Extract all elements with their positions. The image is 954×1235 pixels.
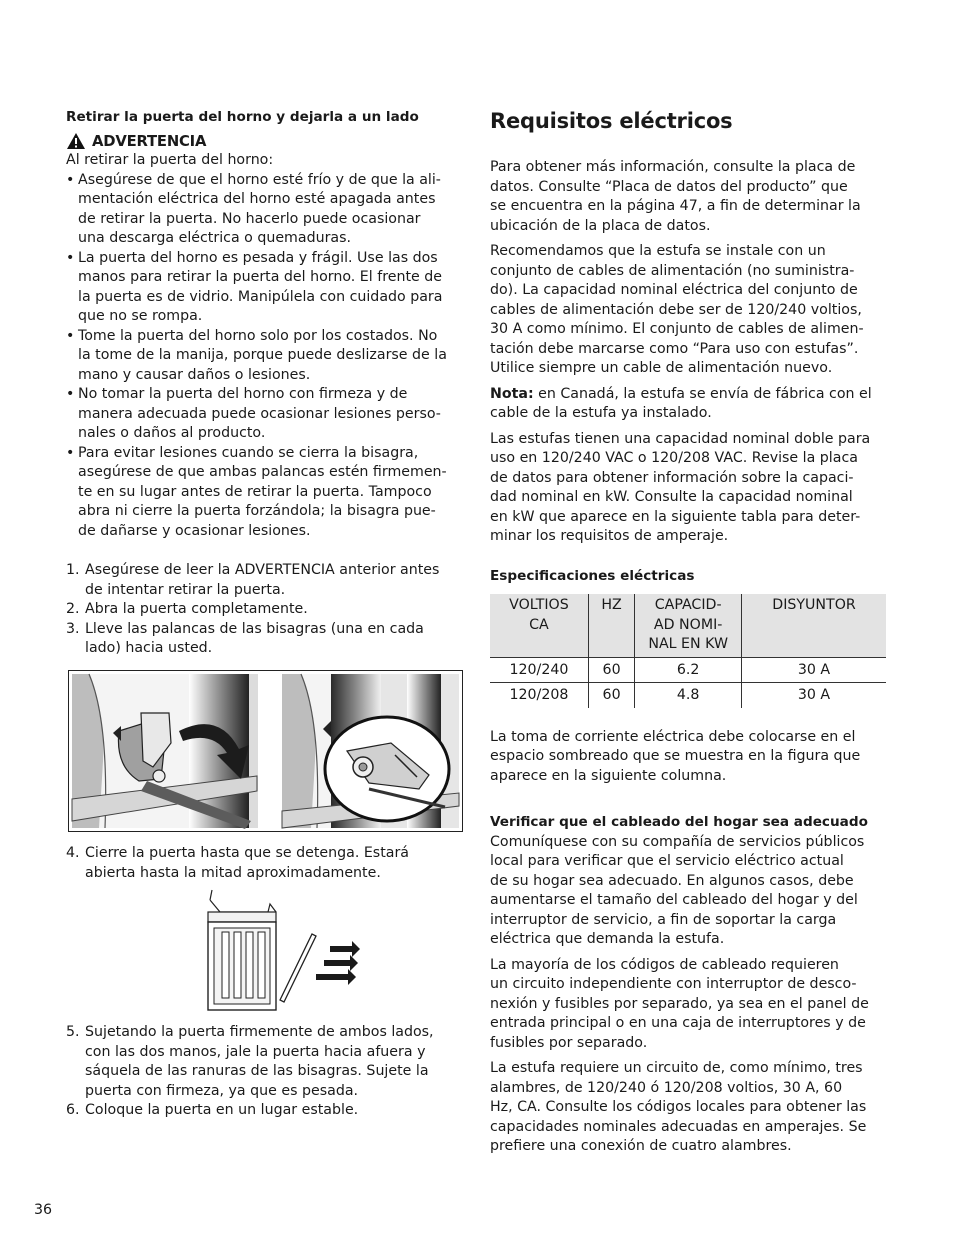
table-cell: 60 bbox=[588, 683, 634, 708]
table-header-line: CAPACID- bbox=[654, 597, 722, 613]
warning-bullet-line: que no se rompa. bbox=[78, 308, 203, 324]
step-line: Sujetando la puerta firmemente de ambos lados, bbox=[85, 1024, 434, 1040]
paragraph-p5-line: Comuníquese con su compañía de servicios públicos bbox=[490, 833, 865, 850]
warning-label: ADVERTENCIA bbox=[92, 132, 207, 150]
paragraph-p2-line: conjunto de cables de alimentación (no suministra- bbox=[490, 262, 855, 279]
step-line: puerta con firmeza, ya que es pesada. bbox=[85, 1082, 359, 1099]
paragraph-p5-line: local para verificar que el servicio eléctrico actual bbox=[490, 853, 844, 869]
paragraph-p1-line: se encuentra en la página 47, a fin de determinar la bbox=[490, 198, 861, 214]
paragraph-p6-line: un circuito independiente con interruptor de desco- bbox=[490, 976, 857, 992]
paragraph-p6-line: nexión y fusibles por separado, ya sea en el panel de bbox=[490, 995, 869, 1012]
paragraph-p1-line: Para obtener más información, consulte la placa de bbox=[490, 159, 856, 175]
step-line: Coloque la puerta en un lugar estable. bbox=[85, 1102, 359, 1118]
warning-bullet-line: Tome la puerta del horno solo por los costados. No bbox=[78, 327, 438, 344]
warning-bullet-line: Asegúrese de que el horno esté frío y de que la ali- bbox=[78, 171, 441, 188]
table-header-cell bbox=[490, 594, 588, 657]
paragraph-dual-rating bbox=[490, 430, 890, 547]
bullet-dot-icon: • bbox=[66, 386, 75, 402]
step-line: Asegúrese de leer la ADVERTENCIA anterior antes bbox=[85, 562, 440, 578]
steps-list-1 bbox=[66, 561, 466, 659]
steps-5-6-block bbox=[66, 1023, 466, 1121]
step-line: lado) hacia usted. bbox=[85, 640, 213, 656]
step-number: 4. bbox=[66, 845, 80, 861]
table-cell: 4.8 bbox=[635, 683, 742, 708]
table-row bbox=[490, 683, 886, 708]
step-item bbox=[66, 844, 466, 883]
paragraph-p5-line: aumentarse el tamaño del cableado del hogar y del bbox=[490, 892, 858, 908]
bullet-dot-icon: • bbox=[66, 444, 75, 461]
steps-list-3 bbox=[66, 1023, 466, 1121]
wiring-heading: Verificar que el cableado del hogar sea adecuado bbox=[490, 814, 868, 830]
warning-bullet-line: asegúrese de que ambas palancas estén firmemen- bbox=[78, 464, 447, 480]
paragraph-p7-line: prefiere una conexión de cuatro alambres. bbox=[490, 1138, 792, 1154]
paragraph-p7-line: La estufa requiere un circuito de, como mínimo, tres bbox=[490, 1060, 863, 1076]
note-line-2: cable de la estufa ya instalado. bbox=[490, 405, 712, 421]
table-header-cell bbox=[588, 594, 634, 657]
step-line: con las dos manos, jale la puerta hacia afuera y bbox=[85, 1043, 426, 1060]
paragraph-p4-line: espacio sombreado que se muestra en la figura que bbox=[490, 748, 861, 764]
step-item bbox=[66, 561, 466, 600]
step-number: 2. bbox=[66, 601, 80, 617]
paragraph-p3-line: de datos para obtener información sobre la capaci- bbox=[490, 469, 854, 486]
step-item bbox=[66, 1101, 466, 1121]
paragraph-p4-line: aparece en la siguiente columna. bbox=[490, 767, 727, 784]
paragraph-p2-line: Recomendamos que la estufa se instale con un bbox=[490, 243, 826, 259]
step-line: sáquela de las ranuras de las bisagras. Sujete la bbox=[85, 1063, 429, 1079]
paragraph-p2-line: tación debe marcarse como “Para uso con estufas”. bbox=[490, 340, 859, 357]
warning-bullet-line: una descarga eléctrica o quemaduras. bbox=[78, 230, 351, 246]
warning-bullet-line: la puerta es de vidrio. Manipúlela con cuidado para bbox=[78, 288, 443, 305]
step-number: 3. bbox=[66, 620, 80, 637]
warning-title bbox=[66, 132, 466, 152]
table-row bbox=[490, 657, 886, 683]
paragraph-p6-line: La mayoría de los códigos de cableado requieren bbox=[490, 956, 839, 973]
paragraph-p3-line: dad nominal en kW. Consulte la capacidad nominal bbox=[490, 489, 853, 505]
step-number: 6. bbox=[66, 1102, 80, 1118]
paragraph-p3-line: minar los requisitos de amperaje. bbox=[490, 528, 729, 544]
step-line: Abra la puerta completamente. bbox=[85, 601, 308, 617]
warning-bullet bbox=[66, 444, 466, 542]
page-number: 36 bbox=[34, 1202, 53, 1218]
paragraph-p2-line: Utilice siempre un cable de alimentación nuevo. bbox=[490, 360, 833, 376]
door-pull-drawing bbox=[200, 888, 360, 1013]
spec-heading: Especificaciones eléctricas bbox=[490, 567, 695, 584]
warning-bullet-line: Para evitar lesiones cuando se cierra la bisagra, bbox=[78, 444, 419, 461]
paragraph-circuit bbox=[490, 1059, 890, 1157]
bullet-dot-icon: • bbox=[66, 249, 75, 266]
right-column bbox=[490, 108, 890, 1157]
table-cell: 120/208 bbox=[490, 683, 588, 708]
step-line: abierta hasta la mitad aproximadamente. bbox=[85, 864, 381, 881]
table-header-cell bbox=[635, 594, 742, 657]
warning-bullet-line: manos para retirar la puerta del horno. El frente de bbox=[78, 269, 442, 285]
paragraph-p7-line: alambres, de 120/240 ó 120/208 voltios, 30 A, 60 bbox=[490, 1079, 843, 1096]
table-header-cell bbox=[742, 594, 886, 657]
hinge-lever-drawing bbox=[69, 671, 462, 831]
warning-bullet bbox=[66, 327, 466, 386]
warning-bullet-line: No tomar la puerta del horno con firmeza y de bbox=[78, 386, 408, 402]
paragraph-p4-line: La toma de corriente eléctrica debe colocarse en el bbox=[490, 728, 856, 745]
table-header-row bbox=[490, 594, 886, 657]
warning-bullet-line: la tome de la manija, porque puede deslizarse de la bbox=[78, 347, 447, 363]
electrical-requirements-title: Requisitos eléctricos bbox=[490, 109, 733, 133]
paragraph-data-plate bbox=[490, 158, 890, 236]
paragraph-p1-line: ubicación de la placa de datos. bbox=[490, 217, 711, 234]
paragraph-p5-line: interruptor de servicio, a fin de soportar la carga bbox=[490, 911, 837, 928]
warning-bullet-line: de dañarse y ocasionar lesiones. bbox=[78, 522, 311, 539]
table-cell: 30 A bbox=[742, 657, 886, 683]
table-header-line: NAL EN KW bbox=[648, 636, 728, 652]
paragraph-p5-line: eléctrica que demanda la estufa. bbox=[490, 931, 725, 947]
electrical-spec-table bbox=[490, 594, 886, 708]
table-header-line: HZ bbox=[601, 597, 622, 613]
table-cell: 30 A bbox=[797, 687, 831, 703]
paragraph-p7-line: Hz, CA. Consulte los códigos locales para obtener las bbox=[490, 1099, 867, 1115]
warning-bullet-line: La puerta del horno es pesada y frágil. Use las dos bbox=[78, 249, 438, 266]
warning-bullet-list bbox=[66, 171, 466, 542]
paragraph-p3-line: Las estufas tienen una capacidad nominal doble para bbox=[490, 430, 871, 447]
paragraph-outlet-location bbox=[490, 728, 890, 787]
warning-bullet-line: abra ni cierre la puerta forzándola; la bisagra pue- bbox=[78, 503, 436, 519]
bullet-dot-icon: • bbox=[66, 171, 75, 188]
paragraph-p6-line: entrada principal o en una caja de interruptores y de bbox=[490, 1015, 866, 1031]
note-paragraph bbox=[490, 385, 890, 424]
warning-bullet-line: mano y causar daños o lesiones. bbox=[78, 366, 311, 383]
bullet-dot-icon: • bbox=[66, 327, 75, 344]
step-line: Cierre la puerta hasta que se detenga. Estará bbox=[85, 845, 409, 861]
door-half-open-illustration bbox=[200, 888, 360, 1013]
table-header-line: DISYUNTOR bbox=[772, 597, 856, 613]
paragraph-p5-line: de su hogar sea adecuado. En algunos casos, debe bbox=[490, 872, 854, 889]
paragraph-p3-line: en kW que aparece en la siguiente tabla para deter- bbox=[490, 508, 861, 525]
paragraph-p3-line: uso en 120/240 VAC o 120/208 VAC. Revise la placa bbox=[490, 450, 858, 466]
warning-bullet bbox=[66, 385, 466, 444]
warning-bullet bbox=[66, 249, 466, 327]
table-cell: 120/240 bbox=[490, 657, 588, 683]
step-item bbox=[66, 600, 466, 620]
step-line: Lleve las palancas de las bisagras (una en cada bbox=[85, 620, 424, 637]
step-line: de intentar retirar la puerta. bbox=[85, 581, 286, 598]
step-item bbox=[66, 1023, 466, 1101]
note-label: Nota: bbox=[490, 385, 534, 402]
table-header-line: CA bbox=[529, 616, 549, 633]
paragraph-power-cord bbox=[490, 242, 890, 379]
step-number: 1. bbox=[66, 562, 80, 578]
paragraph-p6-line: fusibles por separado. bbox=[490, 1034, 648, 1051]
warning-bullet-line: mentación eléctrica del horno esté apagada antes bbox=[78, 191, 436, 207]
warning-intro: Al retirar la puerta del horno: bbox=[66, 152, 274, 168]
warning-bullet-line: manera adecuada puede ocasionar lesiones perso- bbox=[78, 405, 441, 422]
hinge-lever-illustration bbox=[68, 670, 463, 832]
table-header-line: AD NOMI- bbox=[653, 616, 723, 633]
paragraph-p2-line: cables de alimentación debe ser de 120/240 voltios, bbox=[490, 301, 862, 318]
section-heading-remove-door: Retirar la puerta del horno y dejarla a un lado bbox=[66, 109, 419, 125]
step-item bbox=[66, 620, 466, 659]
paragraph-wiring-codes bbox=[490, 956, 890, 1054]
step-number: 5. bbox=[66, 1024, 80, 1040]
warning-bullet-line: de retirar la puerta. No hacerlo puede ocasionar bbox=[78, 210, 421, 227]
paragraph-p1-line: datos. Consulte “Placa de datos del producto” que bbox=[490, 178, 848, 195]
warning-triangle-icon bbox=[66, 132, 86, 150]
step-4-block bbox=[66, 844, 466, 883]
table-cell: 6.2 bbox=[635, 657, 742, 683]
table-cell: 60 bbox=[588, 657, 634, 683]
paragraph-p7-line: capacidades nominales adecuadas en amperajes. Se bbox=[490, 1118, 867, 1135]
note-line-1: en Canadá, la estufa se envía de fábrica con el bbox=[533, 385, 872, 402]
steps-list-2 bbox=[66, 844, 466, 883]
table-header-line: VOLTIOS bbox=[509, 597, 569, 613]
warning-bullet bbox=[66, 171, 466, 249]
left-column bbox=[66, 108, 466, 659]
paragraph-p2-line: 30 A como mínimo. El conjunto de cables de alimen- bbox=[490, 321, 864, 337]
warning-bullet-line: te en su lugar antes de retirar la puerta. Tampoco bbox=[78, 483, 432, 500]
warning-bullet-line: nales o daños al producto. bbox=[78, 425, 266, 441]
paragraph-p2-line: do). La capacidad nominal eléctrica del conjunto de bbox=[490, 282, 858, 298]
paragraph-utility bbox=[490, 833, 890, 950]
